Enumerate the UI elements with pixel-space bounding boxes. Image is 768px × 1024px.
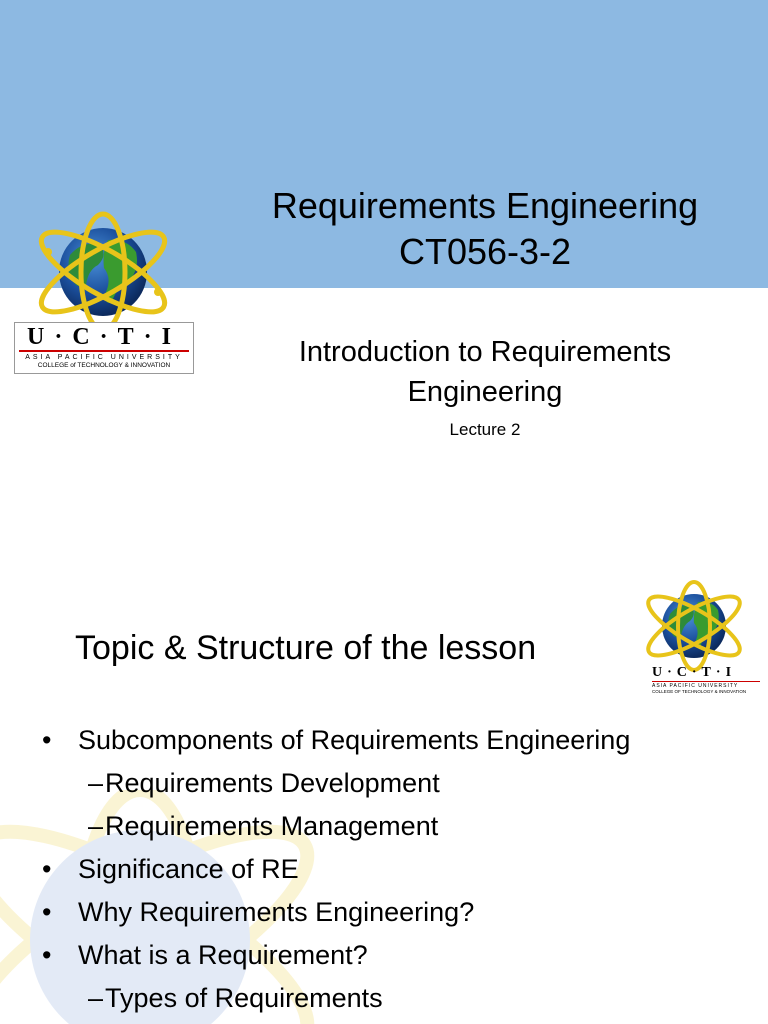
bullet-text: Requirements Development [105, 768, 440, 798]
slide-title: Topic & Structure of the lesson [75, 629, 537, 667]
bullet-marker: • [42, 725, 52, 755]
bullet-marker: • [42, 897, 52, 927]
ucti-logo-small [624, 578, 764, 718]
list-item [42, 894, 474, 930]
slide-subtitle [230, 332, 740, 412]
logo-wordmark: U·C·T·I [652, 665, 737, 680]
bullet-marker: • [42, 940, 52, 970]
ucti-logo [8, 210, 196, 370]
logo-line-1: ASIA PACIFIC UNIVERSITY [652, 683, 739, 689]
slide-title-line-2: CT056-3-2 [398, 231, 572, 272]
list-item [88, 980, 383, 1016]
logo-line-1: ASIA PACIFIC UNIVERSITY [25, 354, 183, 361]
lecture-label: Lecture 2 [449, 420, 521, 439]
content-slide [0, 560, 768, 1024]
list-item [42, 937, 368, 973]
bullet-text: Subcomponents of Requirements Engineering [78, 725, 631, 755]
bullet-marker: – [88, 983, 104, 1013]
list-item [42, 722, 630, 758]
list-item [88, 765, 440, 801]
subtitle-line-1: Introduction to Requirements [298, 336, 672, 368]
slide-title-line-1: Requirements Engineering [271, 185, 699, 226]
subtitle-line-2: Engineering [407, 376, 563, 408]
bullet-text: Requirements Management [105, 811, 439, 841]
logo-line-2: COLLEGE of TECHNOLOGY & INNOVATION [37, 362, 171, 369]
bullet-text: Significance of RE [78, 854, 299, 884]
logo-wordmark: U·C·T·I [26, 324, 182, 350]
bullet-marker: • [42, 854, 52, 884]
logo-line-2: COLLEGE OF TECHNOLOGY & INNOVATION [652, 689, 747, 694]
bullet-marker: – [88, 768, 104, 798]
globe-atom-icon [624, 578, 764, 678]
bullet-text: Types of Requirements [105, 983, 383, 1013]
list-item [42, 851, 299, 887]
bullet-text: What is a Requirement? [78, 940, 368, 970]
bullet-marker: – [88, 811, 104, 841]
list-item [88, 808, 438, 844]
bullet-text: Why Requirements Engineering? [78, 897, 475, 927]
